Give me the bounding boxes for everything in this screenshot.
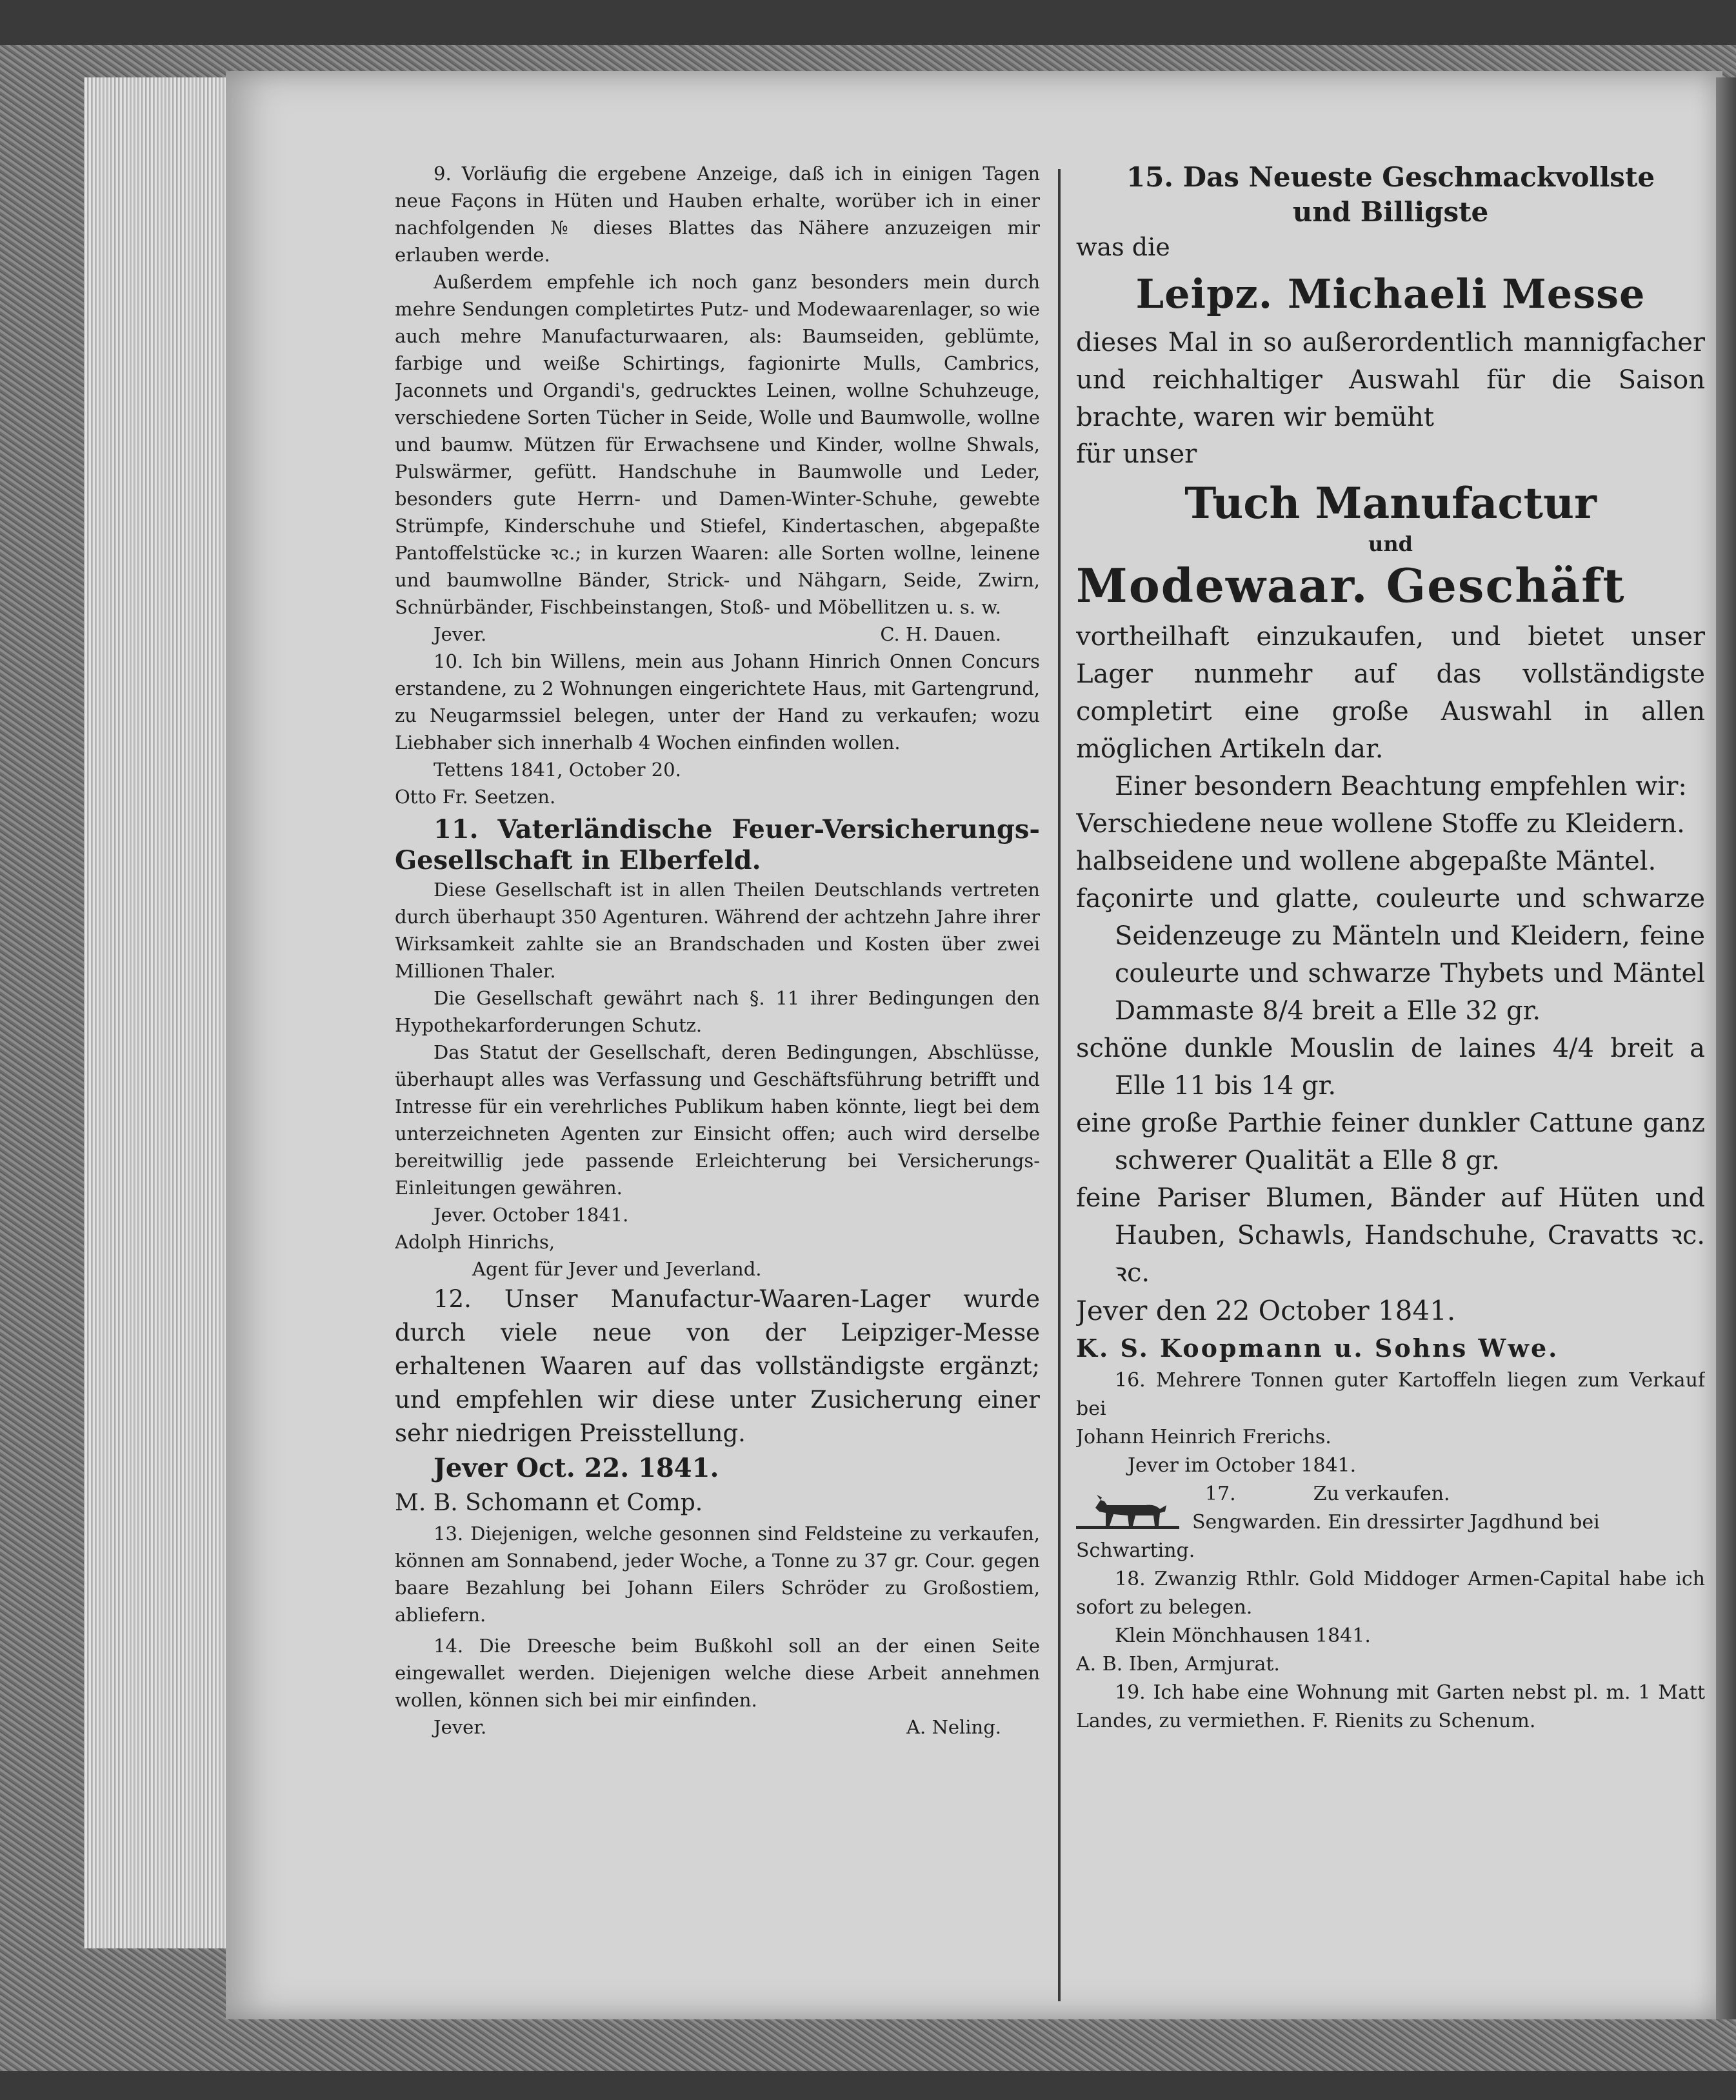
book-edge-right (1716, 77, 1736, 2019)
ad-18-date: Klein Mönchhausen 1841. (1115, 1625, 1371, 1647)
ad-11-date: Jever. October 1841. (434, 1204, 629, 1226)
ad-15-heading-3: was die (1076, 233, 1170, 261)
ad-11-signature: Adolph Hinrichs, (395, 1231, 555, 1253)
ad-18-text: 18. Zwanzig Rthlr. Gold Middoger Armen-Capital habe ich sofort zu belegen. (1076, 1568, 1705, 1619)
ad-11-agent: Agent für Jever und Jeverland. (472, 1258, 762, 1280)
ad-15-heading-1: 15. Das Neueste Geschmackvollste (1126, 161, 1655, 193)
ad-15-text-1: dieses Mal in so außerordentlich mannigfacher und reichhaltiger Auswahl für die Saison brachte, waren wir bemüht (1076, 328, 1705, 432)
ad-15-date: Jever den 22 October 1841. (1076, 1295, 1456, 1326)
ad-19-text: 19. Ich habe eine Wohnung mit Garten nebst pl. m. 1 Matt Landes, zu vermiethen. F. Rienits zu Schenum. (1076, 1681, 1705, 1732)
ad-11-text-3: Das Statut der Gesellschaft, deren Bedingungen, Abschlüsse, überhaupt alles was Verfassung und Geschäftsführung betrifft und Intresse für ein verehrliches Publikum haben könnte, liegt bei dem unterzeichneten Agenten zur Einsicht offen; auch wird derselbe bereitwillig jede passende Erleichterung bei Versicherungs-Einleitungen gewähren. (395, 1041, 1040, 1199)
ad-10-signature: Otto Fr. Seetzen. (395, 786, 556, 808)
ad-15-und: und (1368, 532, 1413, 556)
ad-14-footer (395, 1714, 1040, 1741)
ad-17-header (1192, 1480, 1705, 1508)
ad-15-text-3: Einer besondern Beachtung empfehlen wir: (1115, 772, 1687, 801)
hunting-dog-icon (1076, 1486, 1179, 1531)
ad-16-text: 16. Mehrere Tonnen guter Kartoffeln liegen zum Verkauf bei (1076, 1369, 1705, 1420)
ad-10-text: 10. Ich bin Willens, mein aus Johann Hinrich Onnen Concurs erstandene, zu 2 Wohnungen eingerichtete Haus, mit Gartengrund, zu Neugarmssiel belegen, unter der Hand zu verkaufen; wozu Liebhaber sich innerhalb 4 Wochen einfinden wollen. (395, 650, 1040, 754)
ad-15-text-2: vortheilhaft einzukaufen, und bietet unser Lager nunmehr auf das vollständigste completirt eine große Auswahl in allen möglichen Artikeln dar. (1076, 622, 1705, 764)
ad-17-signature: Schwarting. (1076, 1539, 1195, 1562)
ad-15-item: halbseidene und wollene abgepaßte Mäntel. (1076, 846, 1657, 876)
left-column (395, 160, 1040, 1954)
ad-15-item: eine große Parthie feiner dunkler Cattune ganz schwerer Qualität a Elle 8 gr. (1076, 1108, 1705, 1175)
right-column (1076, 160, 1705, 1954)
ad-17-text: Sengwarden. Ein dressirter Jagdhund bei (1192, 1511, 1600, 1534)
ad-15-item: feine Pariser Blumen, Bänder auf Hüten und Hauben, Schawls, Handschuhe, Cravatts ꝛc. ꝛc. (1076, 1183, 1705, 1288)
ad-16-signature: Johann Heinrich Frerichs. (1076, 1426, 1332, 1448)
ad-14-place: Jever. (434, 1716, 487, 1738)
ad-16-date: Jever im October 1841. (1128, 1454, 1357, 1477)
ad-10-date: Tettens 1841, October 20. (434, 759, 681, 781)
ad-14-signature: A. Neling. (906, 1716, 1001, 1738)
ad-9-text-cont: Außerdem empfehle ich noch ganz besonders mein durch mehre Sendungen completirtes Putz- und Modewaarenlager, so wie auch mehre Manufacturwaaren, als: Baumseiden, geblümte, farbige und weiße Schirtings, fagionirte Mulls, Cambrics, Jaconnets und Organdi's, gedrucktes Leinen, wollne Schuhzeuge, verschiedene Sorten Tücher in Seide, Wolle und Baumwolle, wollne und baumw. Mützen für Erwachsene und Kinder, wollne Shwals, Pulswärmer, gefütt. Handschuhe in Baumwolle und Leder, besonders gute Herrn- und Damen-Winter-Schuhe, gewebte Strümpfe, Kinderschuhe und Stiefel, Kindertaschen, abgepaßte Pantoffelstücke ꝛc.; in kurzen Waaren: alle Sorten wollne, leinene und baumwollne Bänder, Strick- und Nähgarn, Seide, Zwirn, Schnürbänder, Fischbeinstangen, Stoß- und Möbellitzen u. s. w. (395, 271, 1040, 618)
ad-15-heading-2: und Billigste (1292, 196, 1489, 228)
ad-15-text-1b: für unser (1076, 439, 1197, 469)
ad-15-item: Verschiedene neue wollene Stoffe zu Kleidern. (1076, 809, 1685, 839)
ad-15-display-tuch: Tuch Manufactur (1184, 478, 1597, 528)
ad-9-footer (395, 621, 1040, 648)
ad-9-text: 9. Vorläufig die ergebene Anzeige, daß ich in einigen Tagen neue Façons in Hüten und Hauben erhalte, worüber ich in einer nachfolgenden № dieses Blattes das Nähere anzuzeigen mir erlauben werde. (395, 163, 1040, 266)
ad-13-text: 13. Diejenigen, welche gesonnen sind Feldsteine zu verkaufen, können am Sonnabend, jeder Woche, a Tonne zu 37 gr. Cour. gegen baare Bezahlung bei Johann Eilers Schröder zu Großostiem, abliefern. (395, 1523, 1040, 1626)
ad-17-row (1076, 1480, 1705, 1537)
ad-15-signature: K. S. Koopmann u. Sohns Wwe. (1076, 1334, 1559, 1363)
ad-11-text-2: Die Gesellschaft gewährt nach §. 11 ihrer Bedingungen den Hypothekarforderungen Schutz. (395, 987, 1040, 1036)
ad-15-display-mode: Modewaar. Geschäft (1076, 558, 1626, 613)
ad-11-heading: 11. Vaterländische Feuer-Versicherungs-Gesellschaft in Elberfeld. (395, 814, 1040, 875)
column-divider (1058, 169, 1061, 2001)
ad-15-item: schöne dunkle Mouslin de laines 4/4 breit a Elle 11 bis 14 gr. (1076, 1034, 1705, 1101)
ad-15-item: façonirte und glatte, couleurte und schwarze Seidenzeuge zu Mänteln und Kleidern, feine couleurte und schwarze Thybets und Mäntel Dammaste 8/4 breit a Elle 32 gr. (1076, 884, 1705, 1026)
ad-14-text: 14. Die Dreesche beim Bußkohl soll an der einen Seite eingewallet werden. Diejenigen welche diese Arbeit annehmen wollen, können sich bei mir einfinden. (395, 1635, 1040, 1711)
ad-9-signature: C. H. Dauen. (880, 623, 1001, 645)
ad-15-display-messe: Leipz. Michaeli Messe (1135, 270, 1646, 317)
ad-9-place: Jever. (434, 623, 487, 645)
ad-17-title: Zu verkaufen. (1313, 1483, 1450, 1505)
ad-11-text-1: Diese Gesellschaft ist in allen Theilen Deutschlands vertreten durch überhaupt 350 Agenturen. Während der achtzehn Jahre ihrer Wirksamkeit zahlte sie an Brandschaden und Kosten über zwei Millionen Thaler. (395, 879, 1040, 982)
ad-17-number: 17. (1205, 1483, 1236, 1505)
page-edges (84, 77, 232, 1948)
ad-12-signature: M. B. Schomann et Comp. (395, 1490, 703, 1516)
ad-12-text: 12. Unser Manufactur-Waaren-Lager wurde durch viele neue von der Leipziger-Messe erhaltenen Waaren auf das vollständigste ergänzt; und empfehlen wir diese unter Zusicherung einer sehr niedrigen Preisstellung. (395, 1285, 1040, 1447)
ad-18-signature: A. B. Iben, Armjurat. (1076, 1653, 1280, 1675)
ad-12-date: Jever Oct. 22. 1841. (434, 1453, 719, 1483)
